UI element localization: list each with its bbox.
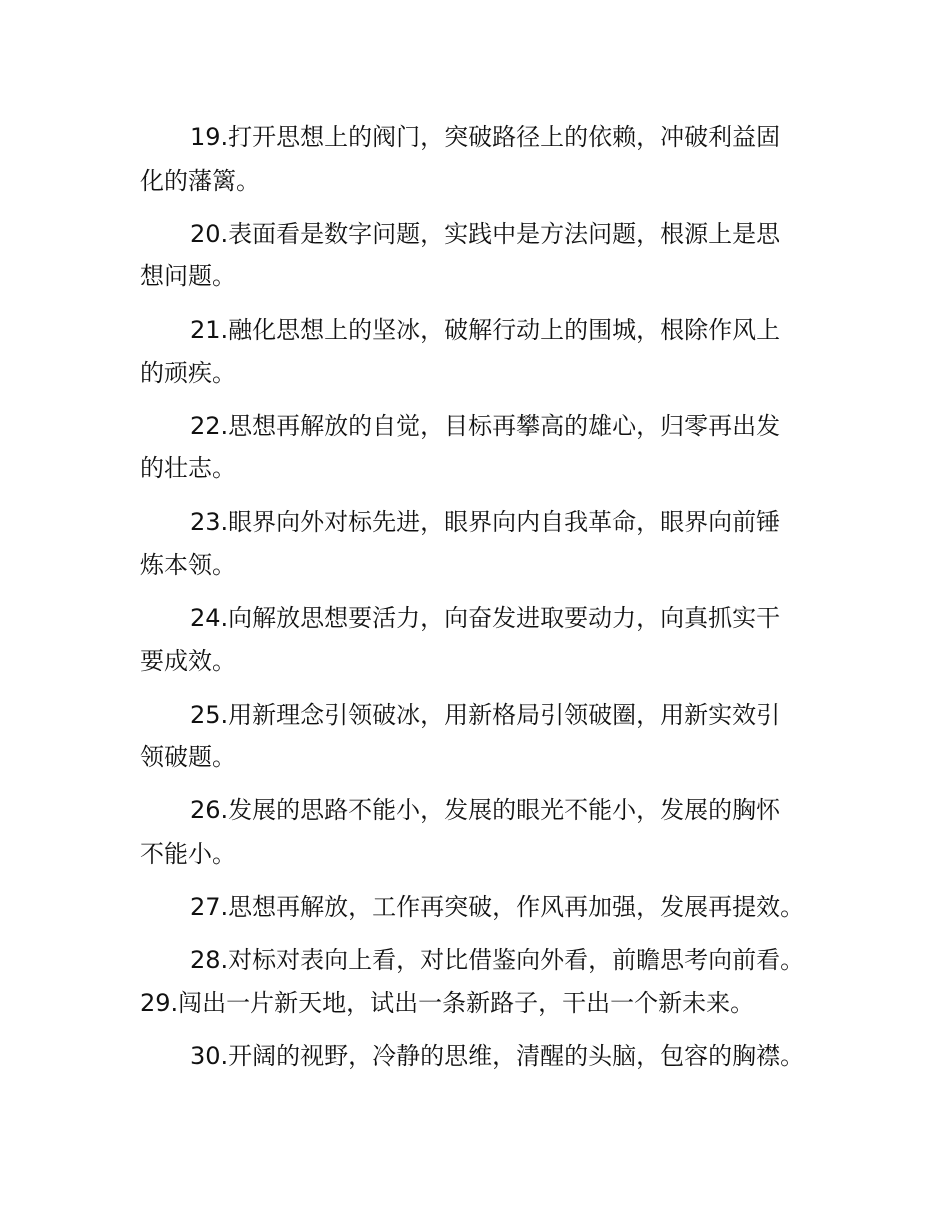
paragraph-line: 想问题。 — [140, 262, 236, 290]
paragraph-line: 19.打开思想上的阀门，突破路径上的依赖，冲破利益固 — [190, 123, 781, 151]
paragraph-line: 29.闯出一片新天地，试出一条新路子，干出一个新未来。 — [140, 989, 755, 1017]
paragraph-line: 30.开阔的视野，冷静的思维，清醒的头脑，包容的胸襟。 — [190, 1042, 805, 1070]
paragraph-line: 23.眼界向外对标先进，眼界向内自我革命，眼界向前锤 — [190, 508, 781, 536]
paragraph-line: 的壮志。 — [140, 454, 236, 482]
paragraph-line: 炼本领。 — [140, 551, 236, 579]
paragraph-line: 26.发展的思路不能小，发展的眼光不能小，发展的胸怀 — [190, 796, 781, 824]
paragraph-line: 22.思想再解放的自觉，目标再攀高的雄心，归零再出发 — [190, 412, 781, 440]
paragraph-line: 24.向解放思想要活力，向奋发进取要动力，向真抓实干 — [190, 604, 781, 632]
paragraph-line: 21.融化思想上的坚冰，破解行动上的围城，根除作风上 — [190, 316, 781, 344]
paragraph-line: 27.思想再解放，工作再突破，作风再加强，发展再提效。 — [190, 893, 805, 921]
paragraph-line: 化的藩篱。 — [140, 167, 260, 195]
paragraph-line: 25.用新理念引领破冰，用新格局引领破圈，用新实效引 — [190, 701, 781, 729]
paragraph-line: 要成效。 — [140, 647, 236, 675]
paragraph-line: 领破题。 — [140, 743, 236, 771]
paragraph-line: 20.表面看是数字问题，实践中是方法问题，根源上是思 — [190, 220, 781, 248]
paragraph-line: 28.对标对表向上看，对比借鉴向外看，前瞻思考向前看。 — [190, 946, 805, 974]
paragraph-line: 的顽疾。 — [140, 359, 236, 387]
paragraph-line: 不能小。 — [140, 840, 236, 868]
